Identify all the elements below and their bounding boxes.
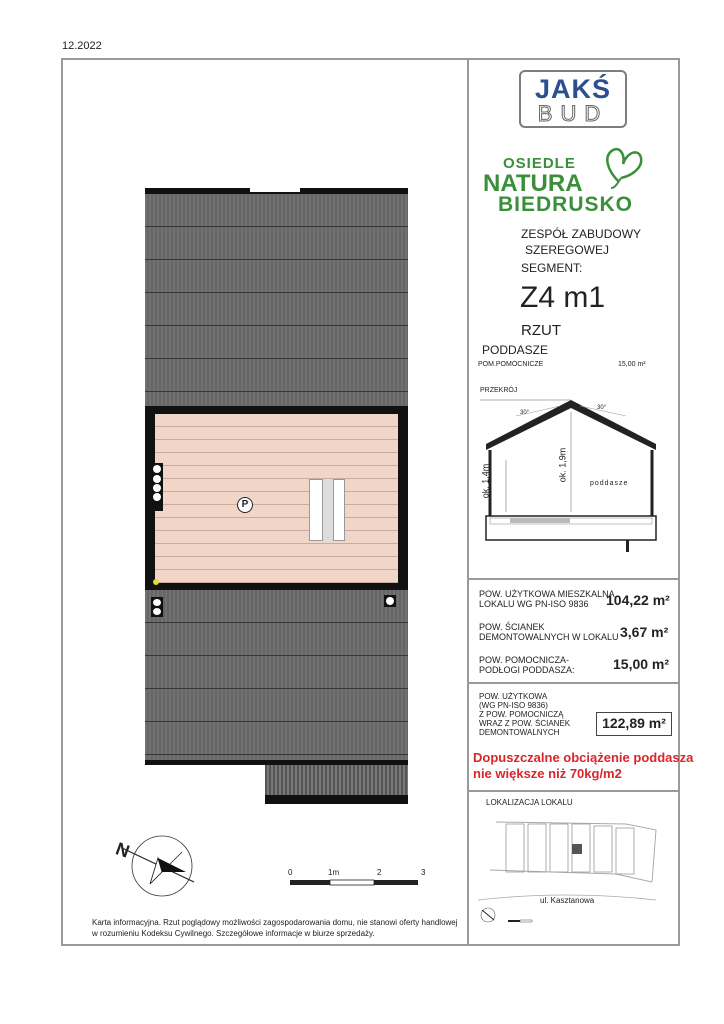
stat-label: POW. POMOCNICZA- PODŁOGI PODDASZA:: [479, 655, 575, 675]
scale-bar: [280, 878, 430, 890]
roof-lower: [145, 590, 408, 760]
date-label: 12.2022: [62, 40, 102, 52]
section-angle-right: 30°: [597, 405, 607, 411]
disclaimer-line1: Karta informacyjna. Rzut poglądowy możliwości zagospodarowania domu, nie stanowi oferty handlowej: [92, 918, 458, 927]
logo-bottom-text: BUD: [537, 101, 609, 126]
porch-eave: [265, 795, 408, 804]
divider-line: [469, 578, 679, 580]
complex-line2: SZEREGOWEJ: [525, 243, 610, 257]
roof-ridge-gap: [250, 188, 300, 192]
load-warning-line1: Dopuszczalne obciążenie poddasza: [473, 750, 694, 765]
vent-stack: [151, 597, 163, 617]
room-name: POM.POMOCNICZE: [478, 361, 544, 368]
section-drawing: [476, 392, 666, 557]
floor-label: PODDASZE: [482, 343, 549, 357]
complex-line1: ZESPÓŁ ZABUDOWY: [521, 227, 642, 241]
scale-tick-3: 3: [421, 868, 426, 877]
plan-label: RZUT: [521, 322, 561, 339]
logo-top-text: JAKŚ: [534, 74, 612, 104]
jaks-bud-logo: [519, 70, 627, 128]
section-height-low: ok. 1,4m: [480, 463, 491, 499]
scale-tick-1: 1m: [328, 868, 340, 877]
attic-floor: [155, 414, 398, 583]
disclaimer-line2: w rozumieniu Kodeksu Cywilnego. Szczegółowe informacje w biurze sprzedaży.: [92, 929, 375, 938]
vent-stack: [384, 595, 396, 607]
scale-tick-0: 0: [288, 868, 293, 877]
segment-value: Z4 m1: [520, 281, 606, 314]
vent-stack: [151, 463, 163, 511]
room-area: 15,00 m²: [618, 361, 646, 368]
compass-label: N: [113, 838, 133, 862]
total-value: 122,89 m²: [596, 712, 672, 736]
location-street: ul. Kasztanowa: [540, 896, 595, 905]
hatch-marker: P: [237, 497, 253, 513]
roof-hatch: [309, 479, 345, 541]
total-label: POW. UŻYTKOWA (WG PN-ISO 9836) Z POW. POMOCNICZĄ WRAZ Z POW. ŚCIANEK DEMONTOWALNYCH: [479, 692, 571, 737]
stat-label: POW. UŻYTKOWA MIESZKALNA LOKALU WG PN-ISO 9836: [479, 589, 615, 609]
scale-tick-2: 2: [377, 868, 382, 877]
light-point: [153, 579, 159, 585]
section-angle-left: 30°: [520, 410, 530, 416]
divider-line: [469, 682, 679, 684]
stat-value-walls: 3,67 m²: [620, 624, 669, 640]
stat-label: POW. ŚCIANEK DEMONTOWALNYCH W LOKALU: [479, 622, 619, 642]
stat-value-living-area: 104,22 m²: [606, 592, 670, 608]
butterfly-icon: [597, 142, 645, 190]
section-room-label: poddasze: [590, 480, 629, 487]
location-title: LOKALIZACJA LOKALU: [486, 798, 573, 807]
brand-line1: OSIEDLE: [503, 155, 576, 172]
porch-roof: [265, 765, 408, 795]
sheet-divider: [467, 60, 469, 944]
divider-line: [469, 790, 679, 792]
segment-label: SEGMENT:: [521, 261, 583, 275]
section-title: PRZEKRÓJ: [480, 387, 518, 394]
roof-upper: [145, 194, 408, 406]
brand-line3: BIEDRUSKO: [498, 193, 634, 216]
location-compass-icon: [478, 904, 558, 926]
section-height-high: ok. 1,9m: [557, 447, 568, 483]
compass-icon: [110, 828, 202, 900]
load-warning-line2: nie większe niż 70kg/m2: [473, 766, 622, 781]
stat-value-auxiliary: 15,00 m²: [613, 656, 670, 672]
brand-line2: NATURA: [483, 170, 583, 197]
